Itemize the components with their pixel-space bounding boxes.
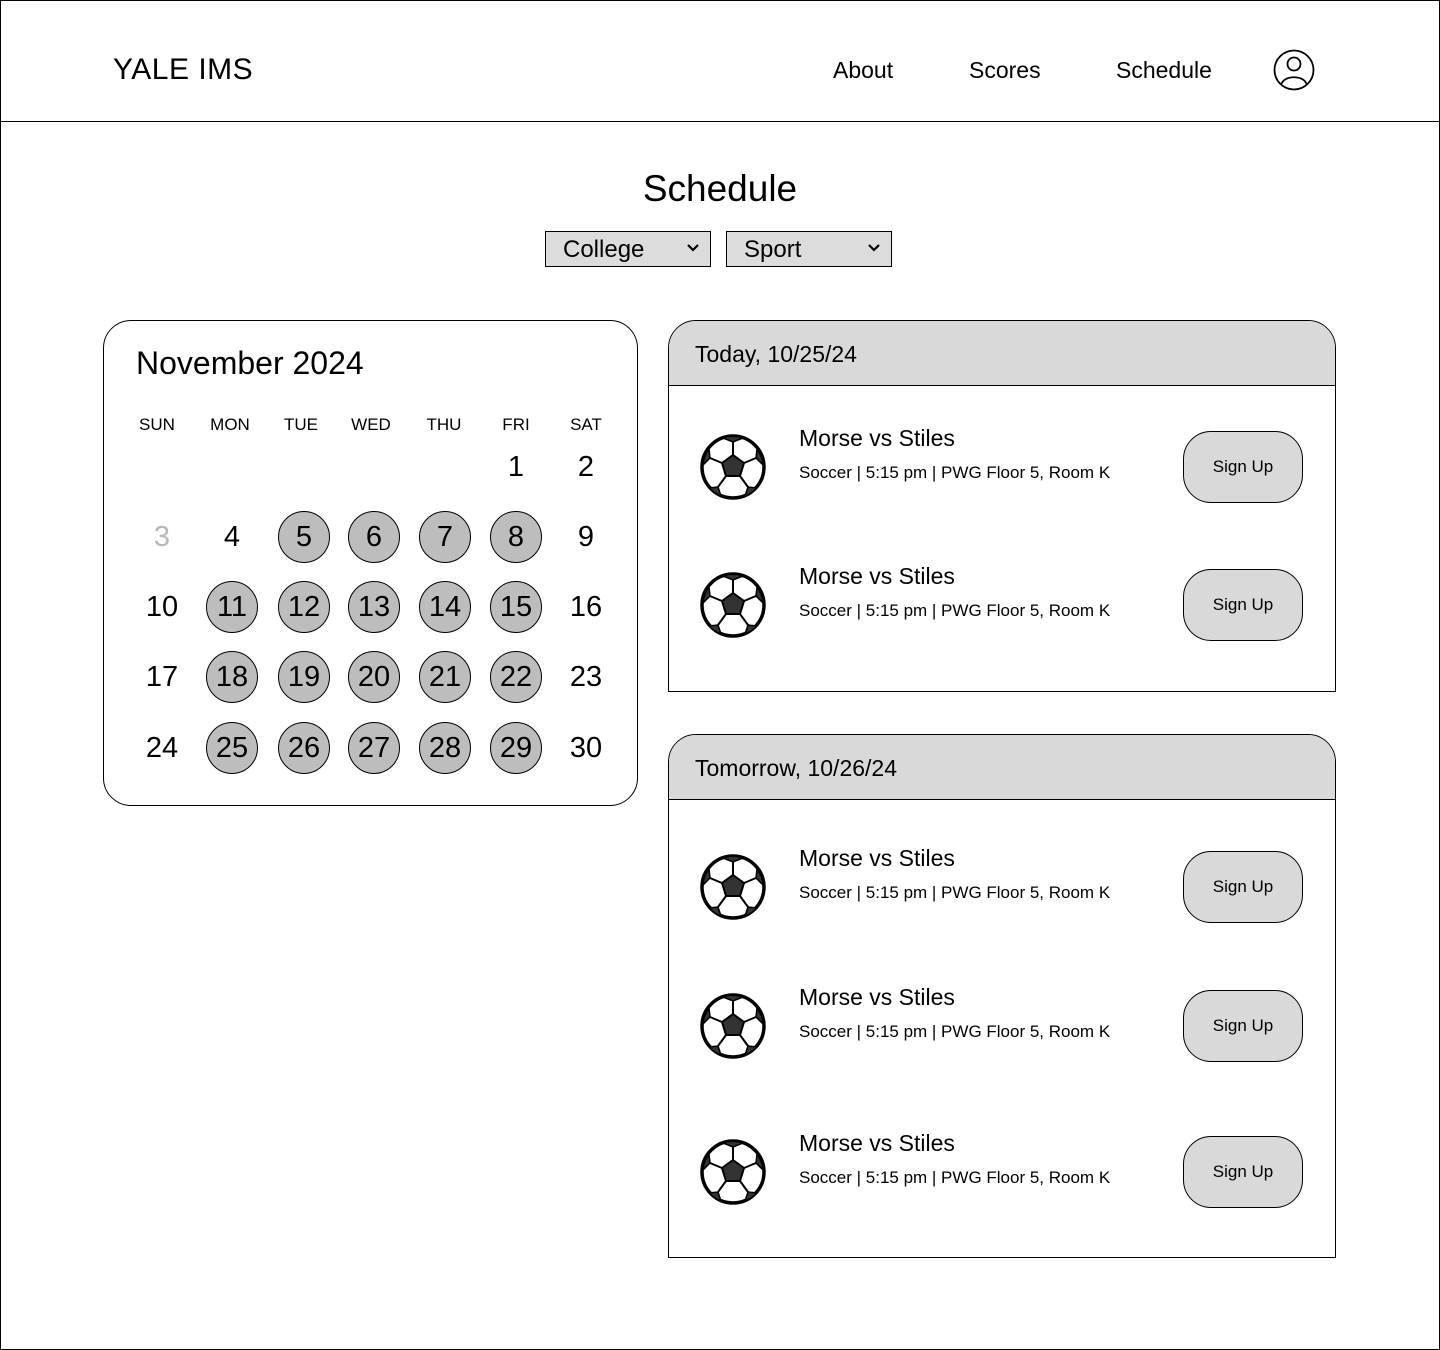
calendar-day[interactable]: 2 [577, 450, 595, 483]
game-title: Morse vs Stiles [799, 1130, 955, 1156]
chevron-down-icon [867, 243, 881, 253]
soccer-ball-icon [699, 571, 767, 639]
college-select[interactable] [545, 231, 711, 267]
calendar-day[interactable]: 16 [569, 590, 603, 623]
calendar-day-event[interactable]: 22 [490, 651, 542, 703]
calendar-day[interactable]: 30 [569, 731, 603, 764]
calendar-day[interactable]: 3 [153, 520, 171, 553]
tomorrow-panel-header [669, 735, 1335, 800]
game-item [669, 984, 1335, 1098]
calendar-month: November 2024 [136, 345, 364, 381]
calendar-day-event[interactable]: 15 [490, 581, 542, 633]
calendar-day-event[interactable]: 14 [419, 581, 471, 633]
calendar-day[interactable]: 24 [145, 731, 179, 764]
game-details: Soccer | 5:15 pm | PWG Floor 5, Room K [799, 883, 1111, 902]
calendar-day-event[interactable]: 29 [490, 722, 542, 774]
nav-schedule[interactable]: Schedule [1116, 57, 1212, 83]
calendar-day-event[interactable]: 8 [490, 511, 542, 563]
today-date-heading: Today, 10/25/24 [695, 341, 857, 367]
game-details: Soccer | 5:15 pm | PWG Floor 5, Room K [799, 1168, 1111, 1187]
calendar-day-event[interactable]: 25 [206, 722, 258, 774]
calendar-day-event[interactable]: 5 [278, 511, 330, 563]
weekday-label: FRI [502, 415, 530, 434]
game-item [669, 845, 1335, 959]
game-title: Morse vs Stiles [799, 425, 955, 451]
soccer-ball-icon [699, 1138, 767, 1206]
calendar-day[interactable]: 9 [577, 520, 595, 553]
sign-up-button[interactable]: Sign Up [1183, 1136, 1303, 1208]
calendar-day-event[interactable]: 11 [206, 581, 258, 633]
calendar-day-event[interactable]: 18 [206, 651, 258, 703]
weekday-label: TUE [284, 415, 318, 434]
weekday-label: WED [351, 415, 391, 434]
header [1, 1, 1439, 122]
calendar-day[interactable]: 4 [223, 520, 241, 553]
calendar-day[interactable]: 17 [145, 660, 179, 693]
game-item [669, 563, 1335, 677]
game-details: Soccer | 5:15 pm | PWG Floor 5, Room K [799, 601, 1111, 620]
calendar-day-event[interactable]: 27 [348, 722, 400, 774]
calendar-day-event[interactable]: 26 [278, 722, 330, 774]
page-title: Schedule [642, 168, 798, 209]
calendar-day-event[interactable]: 7 [419, 511, 471, 563]
calendar-day[interactable]: 1 [507, 450, 525, 483]
calendar-day[interactable]: 23 [569, 660, 603, 693]
game-details: Soccer | 5:15 pm | PWG Floor 5, Room K [799, 1022, 1111, 1041]
sign-up-button[interactable]: Sign Up [1183, 431, 1303, 503]
soccer-ball-icon [699, 992, 767, 1060]
nav-about[interactable]: About [833, 57, 894, 83]
soccer-ball-icon [699, 853, 767, 921]
calendar-day-event[interactable]: 19 [278, 651, 330, 703]
weekday-label: MON [210, 415, 250, 434]
sign-up-button[interactable]: Sign Up [1183, 851, 1303, 923]
calendar-day-event[interactable]: 21 [419, 651, 471, 703]
tomorrow-date-heading: Tomorrow, 10/26/24 [695, 755, 898, 781]
game-title: Morse vs Stiles [799, 563, 955, 589]
tomorrow-panel [668, 734, 1336, 1258]
weekday-label: SUN [139, 415, 175, 434]
today-panel-header [669, 321, 1335, 386]
sport-select[interactable] [726, 231, 892, 267]
sport-select-label: Sport [744, 236, 802, 263]
college-select-label: College [563, 236, 645, 263]
game-details: Soccer | 5:15 pm | PWG Floor 5, Room K [799, 463, 1111, 482]
today-panel [668, 320, 1336, 692]
calendar [103, 320, 638, 806]
calendar-day-event[interactable]: 6 [348, 511, 400, 563]
game-item [669, 425, 1335, 539]
user-icon[interactable] [1273, 49, 1315, 91]
calendar-day-event[interactable]: 28 [419, 722, 471, 774]
soccer-ball-icon [699, 433, 767, 501]
game-title: Morse vs Stiles [799, 845, 955, 871]
game-title: Morse vs Stiles [799, 984, 955, 1010]
sign-up-button[interactable]: Sign Up [1183, 569, 1303, 641]
weekday-label: SAT [570, 415, 602, 434]
nav-scores[interactable]: Scores [969, 57, 1041, 83]
calendar-day-event[interactable]: 12 [278, 581, 330, 633]
brand-logo[interactable]: YALE IMS [113, 53, 254, 86]
calendar-day[interactable]: 10 [145, 590, 179, 623]
sign-up-button[interactable]: Sign Up [1183, 990, 1303, 1062]
game-item [669, 1130, 1335, 1244]
weekday-label: THU [426, 415, 462, 434]
chevron-down-icon [686, 243, 700, 253]
calendar-day-event[interactable]: 13 [348, 581, 400, 633]
calendar-day-event[interactable]: 20 [348, 651, 400, 703]
